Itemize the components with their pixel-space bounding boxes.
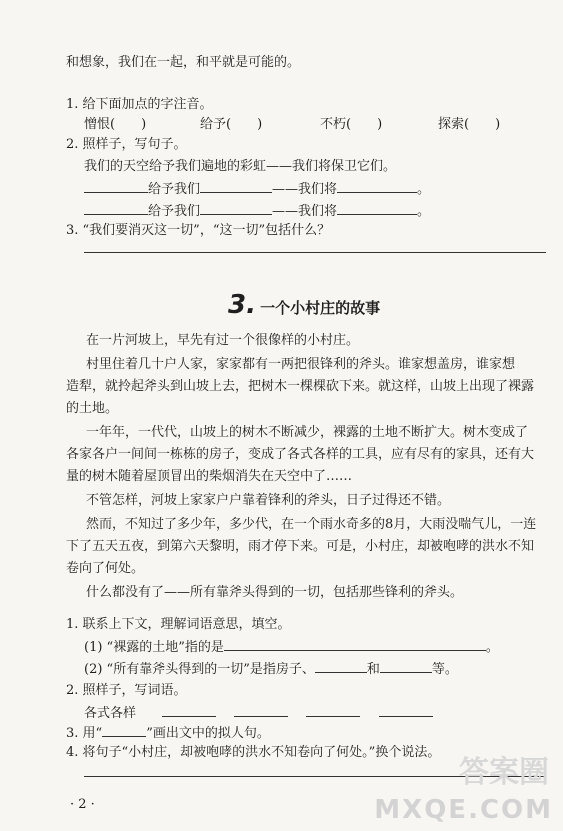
watermark-url: MXQE.COM — [374, 795, 553, 825]
ex3-prompt: 3. 用“ ”画出文中的拟人句。 — [66, 726, 270, 741]
underline-sample — [102, 724, 146, 737]
answer-blank[interactable] — [337, 180, 417, 193]
q1-prompt: 1. 给下面加点的字注音。 — [66, 97, 213, 112]
q1-item-2: 给予( ) — [200, 117, 263, 132]
answer-blank[interactable] — [379, 704, 433, 717]
ex4-prompt: 4. 将句子“小村庄，却被咆哮的洪水不知卷向了何处。”换个说法。 — [66, 745, 441, 760]
q2-row-b: 给予我们 ——我们将 。 — [84, 202, 430, 221]
ex2-example: 各式各样 — [84, 706, 137, 721]
ex1-prompt: 1. 联系上下文，理解词语意思，填空。 — [66, 617, 291, 632]
answer-blank[interactable] — [200, 180, 272, 193]
paragraph-line: 的土地。 — [66, 401, 119, 416]
answer-blank[interactable] — [306, 704, 360, 717]
lesson-title — [228, 290, 380, 325]
paragraph-line: 造犁，就拎起斧头到山坡上去，把树木一棵棵砍下来。就这样，山坡上出现了裸露 — [66, 379, 535, 394]
paragraph-line: 量的树木随着屋顶冒出的柴烟消失在天空中了…… — [66, 469, 353, 484]
ex1-sub2: (2) “所有靠斧头得到的一切”是指房子、 和 等。 — [84, 662, 458, 677]
answer-blank[interactable] — [224, 638, 486, 651]
page-number: · 2 · — [70, 797, 95, 812]
top-line: 和想象，我们在一起，和平就是可能的。 — [66, 55, 301, 70]
answer-blank[interactable] — [234, 704, 288, 717]
paragraph-line: 在一片河坡上，早先有过一个很像样的小村庄。 — [86, 333, 360, 348]
paragraph-line: 一年年，一代代，山坡上的树木不断减少，裸露的土地不断扩大。树木变成了 — [86, 425, 529, 440]
q1-item-3: 不朽( ) — [320, 117, 383, 132]
ex1-sub1: (1) “裸露的土地”指的是 。 — [84, 640, 499, 655]
answer-line[interactable] — [84, 252, 546, 253]
answer-blank[interactable] — [337, 202, 417, 215]
paragraph-line: 然而，不知过了多少年，多少代，在一个雨水奇多的8月，大雨没喘气儿，一连 — [86, 517, 537, 532]
paragraph-line: 什么都没有了——所有靠斧头得到的一切，包括那些锋利的斧头。 — [86, 585, 464, 600]
answer-blank[interactable] — [380, 660, 432, 673]
paragraph-line: 卷向了何处。 — [66, 561, 145, 576]
ex2-row — [84, 704, 433, 723]
answer-blank[interactable] — [315, 660, 367, 673]
answer-blank[interactable] — [84, 202, 148, 215]
q2-example: 我们的天空给予我们遍地的彩虹——我们将保卫它们。 — [84, 159, 397, 174]
lesson-title-text: 一个小村庄的故事 — [260, 299, 381, 317]
paragraph-line: 村里住着几十户人家，家家都有一两把很锋利的斧头。谁家想盖房，谁家想 — [86, 357, 516, 372]
paragraph-line: 不管怎样，河坡上家家户户靠着锋利的斧头，日子过得还不错。 — [86, 493, 451, 508]
paragraph-line: 下了五天五夜，到第六天黎明，雨才停下来。可是，小村庄，却被咆哮的洪水不知 — [66, 539, 535, 554]
answer-blank[interactable] — [162, 704, 216, 717]
answer-blank[interactable] — [84, 180, 148, 193]
q1-item-4: 探索( ) — [438, 117, 501, 132]
answer-blank[interactable] — [200, 202, 272, 215]
q3-prompt: 3. “我们要消灭这一切”，“这一切”包括什么？ — [66, 223, 331, 238]
paragraph-line: 各家各户一间间一栋栋的房子，变成了各式各样的工具，应有尽有的家具，还有大 — [66, 447, 535, 462]
lesson-number: 3. — [228, 290, 256, 320]
ex2-prompt: 2. 照样子，写词语。 — [66, 683, 187, 698]
q2-row-a: 给予我们 ——我们将 。 — [84, 180, 430, 199]
watermark-logo: 答案圈 — [459, 755, 549, 790]
q2-prompt: 2. 照样子，写句子。 — [66, 137, 187, 152]
q1-item-1: 憎恨( ) — [84, 117, 147, 132]
